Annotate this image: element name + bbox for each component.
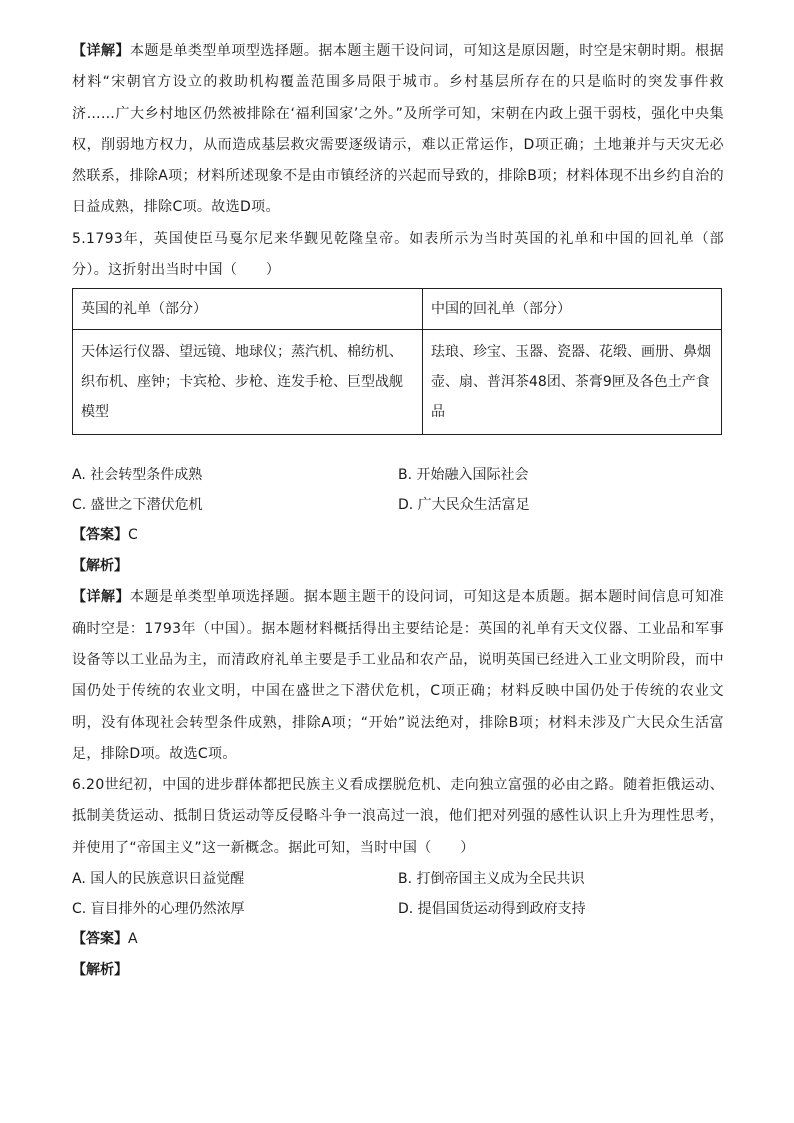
q6-option-c: C. 盲目排外的心理仍然浓厚: [72, 901, 245, 918]
q6-options: [72, 864, 724, 924]
q6-answer: [72, 924, 724, 955]
q5-stem: 5.1793年，英国使臣马戛尔尼来华觐见乾隆皇帝。如表所示为当时英国的礼单和中国的回礼单（部分）。这折射出当时中国（ ）: [72, 230, 724, 279]
q4-detail-label: 【详解】: [72, 43, 130, 59]
q5-options: [72, 460, 724, 520]
table-header-row: [73, 289, 722, 330]
q5-answer-label: 【答案】: [72, 527, 128, 544]
table-header-british: 英国的礼单（部分）: [73, 289, 423, 330]
q5-answer: [72, 520, 724, 551]
q5-detail-text: 本题是单类型单项选择题。据本题主题干的设问词，可知这是本质题。据本题时间信息可知准确时空是：1793年（中国）。据本题材料概括得出主要结论是：英国的礼单有天文仪器、工业品和军事设备等以工业品为主，而清政府礼单主要是手工业品和农产品，说明英国已经进入工业文明阶段，而中国仍处于传统的农业文明，中国在盛世之下潜伏危机，C项正确；材料反映中国仍处于传统的农业文明，没有体现社会转型条件成熟，排除A项；“开始”说法绝对，排除B项；材料未涉及广大民众生活富足，排除D项。故选C项。: [72, 589, 724, 762]
q6-option-a: A. 国人的民族意识日益觉醒: [72, 871, 245, 888]
table-cell-chinese-gifts: 珐琅、珍宝、玉器、瓷器、花缎、画册、鼻烟壶、扇、普洱茶48团、茶膏9匣及各色土产食品: [423, 330, 722, 435]
q6-option-d: D. 提倡国货运动得到政府支持: [398, 901, 586, 918]
q6-analysis-label: 【解析】: [72, 962, 128, 979]
q5-option-c: C. 盛世之下潜伏危机: [72, 497, 203, 514]
q5-option-a: A. 社会转型条件成熟: [72, 467, 203, 484]
table-row: [73, 330, 722, 435]
document-page: [72, 36, 724, 986]
q6-answer-label: 【答案】: [72, 931, 128, 948]
q5-answer-value: C: [128, 527, 138, 544]
table-cell-british-gifts: 天体运行仪器、望远镜、地球仪；蒸汽机、棉纺机、织布机、座钟；卡宾枪、步枪、连发手枪、巨型战舰模型: [73, 330, 423, 435]
q5-detail-label: 【详解】: [72, 589, 130, 606]
q5-option-d: D. 广大民众生活富足: [398, 497, 530, 514]
q6-stem: 6.20世纪初，中国的进步群体都把民族主义看成摆脱危机、走向独立富强的必由之路。随着拒俄运动、抵制美货运动、抵制日货运动等反侵略斗争一浪高过一浪，他们把对列强的感性认识上升为理性思考，并使用了“帝国主义”这一新概念。据此可知，当时中国（ ）: [72, 777, 724, 856]
q4-detail-text: 本题是单类型单项型选择题。据本题主题干设问词，可知这是原因题，时空是宋朝时期。根据材料“宋朝官方设立的救助机构覆盖范围多局限于城市。乡村基层所存在的只是临时的突发事件救济……广大乡村地区仍然被排除在‘福利国家’之外。”及所学可知，宋朝在内政上强干弱枝，强化中央集权，削弱地方权力，从而造成基层救灾需要逐级请示，难以正常运作，D项正确；土地兼并与天灾无必然联系，排除A项；材料所述现象不是由市镇经济的兴起而导致的，排除B项；材料体现不出乡约自治的日益成熟，排除C项。故选D项。: [72, 43, 724, 216]
q5-detail-paragraph: [72, 582, 724, 770]
table-header-chinese: 中国的回礼单（部分）: [423, 289, 722, 330]
q5-analysis-label: 【解析】: [72, 558, 128, 575]
q6-option-b: B. 打倒帝国主义成为全民共识: [398, 871, 585, 888]
gift-list-table: [72, 288, 722, 435]
q4-detail-paragraph: [72, 36, 724, 224]
q5-option-b: B. 开始融入国际社会: [398, 467, 529, 484]
q6-answer-value: A: [128, 931, 138, 948]
